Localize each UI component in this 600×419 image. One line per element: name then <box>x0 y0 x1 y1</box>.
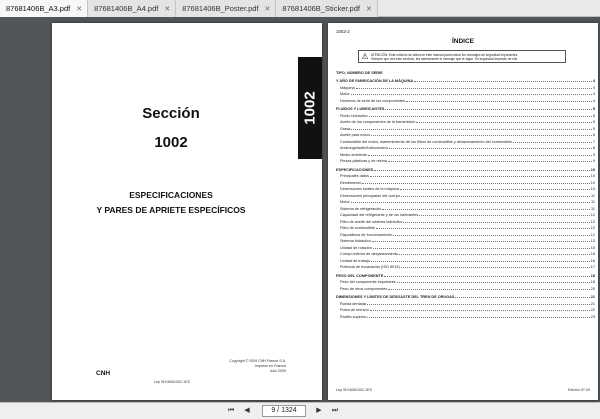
toc-leader <box>369 116 592 117</box>
toc-leader <box>356 88 592 89</box>
section-title: Sección <box>142 105 200 122</box>
tab-poster[interactable] <box>176 0 276 17</box>
toc-page-number: 4 <box>592 92 595 96</box>
toc-page-number: 5 <box>592 113 595 118</box>
toc-label: Unidad de trabajo <box>340 258 370 263</box>
toc-page-number: 18 <box>590 280 595 284</box>
close-icon[interactable]: ✕ <box>264 5 271 13</box>
toc-leader <box>388 161 592 162</box>
document-viewer[interactable] <box>0 17 600 402</box>
close-icon[interactable]: ✕ <box>365 5 372 13</box>
toc-leader <box>414 81 592 82</box>
warning-icon: ⚠ <box>361 52 369 61</box>
section-tab <box>298 57 322 159</box>
toc-label: Sistema de refrigeración <box>340 206 382 211</box>
tab-label: 87681406B_Poster.pdf <box>182 4 259 13</box>
toc-label: Dispositivos de funcionamiento <box>340 232 393 237</box>
toc-leader <box>513 142 592 143</box>
toc-label: DIMENSIONES Y LÍMITES DE DESGASTE DEL TREN DE ORUGAS <box>336 295 455 299</box>
toc-page-number: 17 <box>590 265 595 269</box>
toc-label: Dimensiones principales del cuerpo <box>340 193 400 198</box>
toc-label: Filtro de combustible <box>340 226 376 230</box>
toc-label: Números de serie de los componentes <box>340 98 406 103</box>
toc-page-number: 9 <box>592 159 595 163</box>
pdf-page-right <box>328 23 598 400</box>
toc-leader <box>351 94 592 95</box>
copyright-block <box>229 359 286 374</box>
attention-box <box>358 50 566 63</box>
toc-label: Anticongelante/Anticorrosivo <box>340 146 389 150</box>
toc-leader <box>370 176 590 177</box>
first-page-icon[interactable]: ⏮ <box>227 407 235 414</box>
attention-line: ATENCIÓN: Este símbolo se utiliza en este manual para indicar los mensajes de seguridad importantes. <box>371 52 519 57</box>
previous-page-icon[interactable]: ◀ <box>244 407 250 414</box>
toc-leader <box>367 317 589 318</box>
toc-label: Dimensiones totales de la máquina <box>340 187 400 191</box>
toc-entry[interactable] <box>336 263 595 270</box>
toc-label: Peso de otros componentes <box>340 286 388 291</box>
tab-sticker[interactable] <box>276 0 377 17</box>
toc-page-number: 9 <box>592 152 595 157</box>
tab-label: 87681406B_Sticker.pdf <box>282 4 360 13</box>
toc-leader <box>393 235 589 236</box>
toc-leader <box>388 289 589 290</box>
toc-leader <box>455 297 589 298</box>
toc-leader <box>351 202 590 203</box>
toc-leader <box>351 129 592 130</box>
toc-leader <box>385 109 591 110</box>
toc-label: Y AÑO DE FABRICACIÓN DE LA MÁQUINA <box>336 79 414 83</box>
toc-page-number: 13 <box>590 239 595 243</box>
toc-leader <box>367 304 590 305</box>
toc-label: Aceite para motor <box>340 133 370 137</box>
toc-label: Polea de reenvío <box>340 308 369 312</box>
toc-label: Principales datos <box>340 174 369 178</box>
toc-page-number: 10 <box>590 187 595 191</box>
toc-page-number: 18 <box>590 273 595 278</box>
toc-page-number: 12 <box>590 232 595 237</box>
toc-page-number: 4 <box>592 98 595 103</box>
toc-label: ESPECIFICACIONES <box>336 167 374 172</box>
attention-line: Siempre que vea este símbolo, lea atentamente el mensaje que le sigue. Su seguridad depende de ello. <box>371 56 519 61</box>
toc-label: TIPO, NÚMERO DE SERIE <box>336 70 383 75</box>
toc-leader <box>362 183 589 184</box>
toc-leader <box>376 228 590 229</box>
pdf-page-left <box>52 23 322 400</box>
page-navigation-toolbar <box>0 402 600 419</box>
toc-leader <box>372 241 590 242</box>
toc-label: Piezas plásticas y de resina <box>340 159 387 163</box>
toc-label: Rendimiento <box>340 180 362 185</box>
toc-leader <box>419 215 589 216</box>
toc-leader <box>389 148 592 149</box>
toc-label: Unidad de rotación <box>340 245 372 250</box>
toc-page-number: 12 <box>590 219 595 224</box>
toc-page-number: 12 <box>590 226 595 230</box>
tab-a3[interactable] <box>0 0 88 17</box>
toc-page-number: 4 <box>592 85 595 90</box>
toc-page-number: 16 <box>590 252 595 256</box>
toc-leader <box>371 261 590 262</box>
toc-leader <box>370 310 590 311</box>
toc-label: Combustible del motor, mantenimiento de los filtros de combustible y almacenamiento del combustible <box>340 139 512 144</box>
section-number: 1002 <box>154 134 188 151</box>
attention-text <box>371 53 518 61</box>
toc-page-number: 20 <box>590 286 595 291</box>
toc-leader <box>403 222 589 223</box>
toc-page-number: 22 <box>590 308 595 312</box>
section-subtitle: ESPECIFICACIONES <box>129 190 213 200</box>
tab-label: 87681406B_A4.pdf <box>94 4 159 13</box>
toc-label: Máquina <box>340 85 355 90</box>
toc-leader <box>373 248 590 249</box>
toc-leader <box>371 135 592 136</box>
toc-leader <box>384 276 589 277</box>
toc-label: Peso del componente importante <box>340 280 396 284</box>
copyright-line: Julio 2009 <box>269 369 286 373</box>
toc-leader <box>400 189 590 190</box>
toc-page-number: 11 <box>591 200 595 204</box>
toc-page-number: 11 <box>591 193 595 198</box>
brand-label: CNH <box>96 370 111 377</box>
table-of-contents <box>336 66 595 319</box>
toc-page-number: 5 <box>592 107 595 111</box>
page-footer-left: Lep SH16061002-1ES <box>336 388 372 392</box>
index-title: ÍNDICE <box>451 38 475 45</box>
toc-leader <box>382 209 590 210</box>
toc-page-number: 12 <box>590 213 595 217</box>
next-page-icon[interactable]: ▶ <box>316 407 322 414</box>
toc-label: Motor <box>340 92 350 96</box>
toc-page-number: 7 <box>592 139 595 144</box>
toc-entry[interactable] <box>336 284 595 291</box>
toc-label: Cuerpo inferior de desplazamiento <box>340 252 399 256</box>
copyright-line: Impreso en Francia <box>255 364 286 368</box>
toc-page-number: 10 <box>590 174 595 178</box>
toc-label: Capacidad del refrigerante y de los lubricantes <box>340 213 419 217</box>
lep-code: Lep SH16061002-1ES <box>154 380 190 384</box>
toc-label: Potencia de excavación (ISO 6015) <box>340 265 400 269</box>
toc-leader <box>401 267 590 268</box>
toc-leader <box>374 170 589 171</box>
toc-label: FLUIDOS Y LUBRICANTES <box>336 107 385 111</box>
section-tab-label: 1002 <box>301 91 319 125</box>
toc-page-number: 10 <box>590 167 595 172</box>
toc-leader <box>399 254 590 255</box>
toc-leader <box>416 122 592 123</box>
toc-entry[interactable] <box>336 96 595 103</box>
toc-label: Aceite de los componentes de la transmisión <box>340 120 416 124</box>
toc-label: Fluido hidráulico <box>340 113 368 118</box>
toc-label: Sistema hidráulico <box>340 239 372 243</box>
close-icon[interactable]: ✕ <box>164 5 171 13</box>
close-icon[interactable]: ✕ <box>76 5 83 13</box>
tab-label: 87681406B_A3.pdf <box>6 4 71 13</box>
toc-page-number: 21 <box>590 295 595 299</box>
toc-leader <box>368 155 592 156</box>
toc-heading[interactable] <box>336 68 595 75</box>
section-subtitle: Y PARES DE APRIETE ESPECÍFICOS <box>96 205 246 215</box>
toc-page-number: 4 <box>592 79 595 83</box>
page-code: 1002-2 <box>336 29 350 34</box>
toc-page-number: 10 <box>590 180 595 185</box>
toc-page-number: 23 <box>590 314 595 319</box>
toc-label: Medio ambiente <box>340 152 368 157</box>
toc-label: Rueda dentada <box>340 301 366 306</box>
toc-page-number: 5 <box>592 126 595 131</box>
toc-leader <box>401 196 590 197</box>
toc-page-number: 8 <box>592 146 595 150</box>
last-page-icon[interactable]: ⏭ <box>331 407 339 414</box>
toc-entry[interactable] <box>336 312 595 319</box>
toc-page-number: 6 <box>592 133 595 137</box>
toc-label: Motor <box>340 200 350 204</box>
page-number-input[interactable]: 9 / 1324 <box>262 405 306 417</box>
toc-entry[interactable] <box>336 157 595 164</box>
toc-page-number: 21 <box>590 301 595 306</box>
toc-label: Filtro de aceite del sistema hidráulico <box>340 219 403 224</box>
toc-leader <box>406 101 592 102</box>
copyright-line: Copyright © 2009 CNH France S.A. <box>229 359 286 363</box>
toc-leader <box>397 282 590 283</box>
page-footer-right: Edición 07-09 <box>568 388 590 392</box>
tab-bar <box>0 0 600 17</box>
tab-a4[interactable] <box>88 0 176 17</box>
toc-label: Grasa <box>340 126 351 131</box>
toc-page-number: 15 <box>590 245 595 250</box>
toc-page-number: 11 <box>591 206 595 211</box>
toc-label: PESO DEL COMPONENTE <box>336 273 384 278</box>
toc-page-number: 5 <box>592 120 595 124</box>
toc-page-number: 16 <box>590 258 595 263</box>
toc-label: Rodillo superior <box>340 314 367 319</box>
